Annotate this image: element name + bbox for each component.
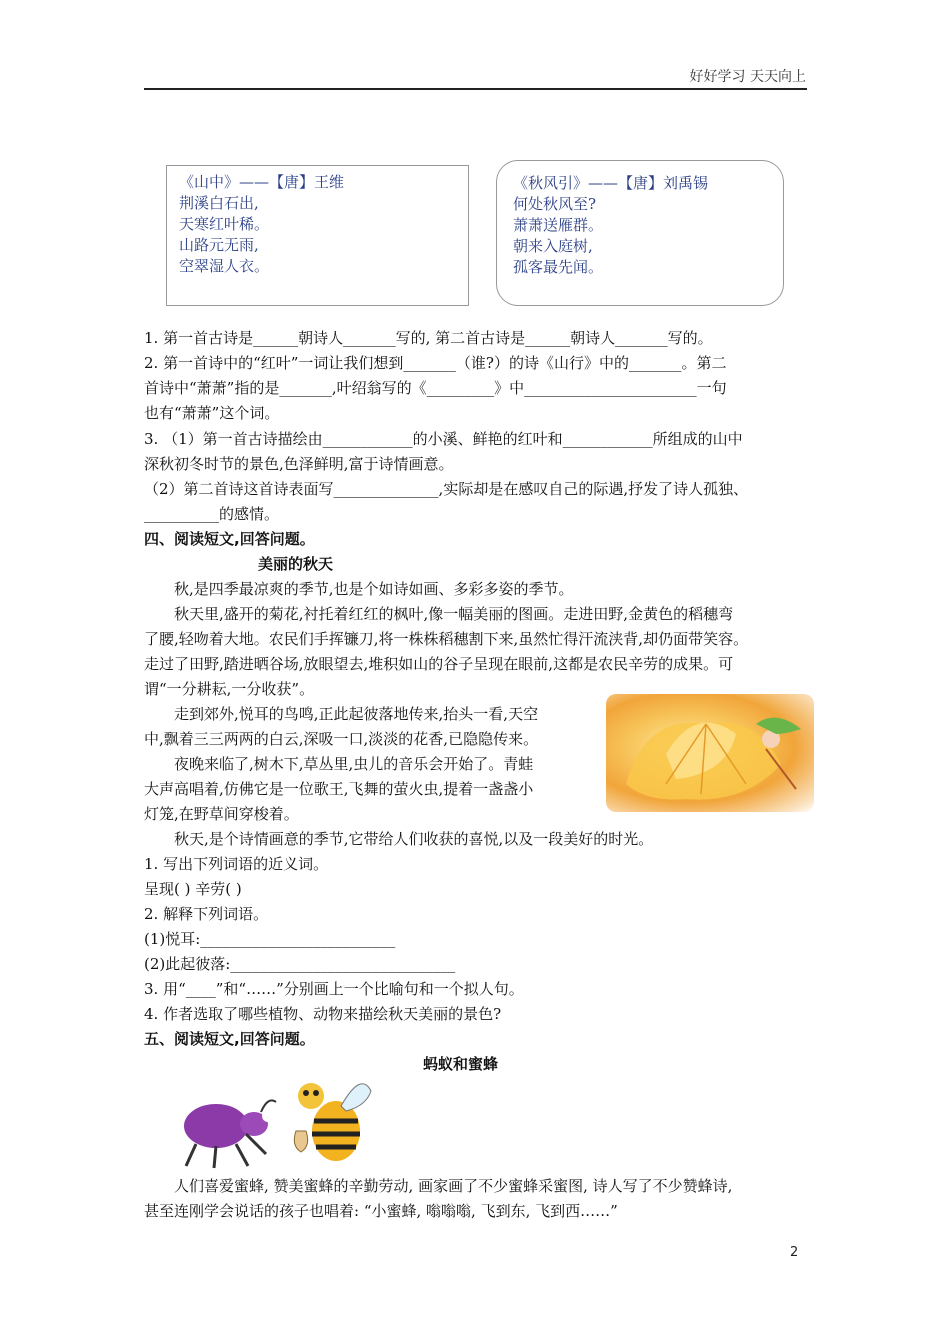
paragraph-line: 秋天,是个诗情画意的季节,它带给人们收获的喜悦,以及一段美好的时光。: [174, 830, 654, 848]
paragraph-line: 灯笼,在野草间穿梭着。: [144, 805, 299, 823]
question-line: 1. 第一首古诗是______朝诗人_______写的, 第二首古诗是______朝诗人_______写的。: [144, 329, 713, 347]
paragraph-line: 谓“一分耕耘,一分收获”。: [144, 680, 315, 698]
poem-line: 朝来入庭树,: [513, 237, 593, 255]
question-line: 4. 作者选取了哪些植物、动物来描绘秋天美丽的景色?: [144, 1005, 502, 1023]
question-line: 也有“萧萧”这个词。: [144, 404, 280, 422]
question-line: 首诗中“萧萧”指的是_______,叶绍翁写的《_________》中_______________________一句: [144, 379, 727, 397]
question-line: 1. 写出下列词语的近义词。: [144, 855, 329, 873]
paragraph-line: 大声高唱着,仿佛它是一位歌王,飞舞的萤火虫,提着一盏盏小: [144, 780, 534, 798]
section-heading: 四、阅读短文,回答问题。: [144, 530, 315, 548]
article-title: 蚂蚁和蜜蜂: [423, 1055, 499, 1073]
answer-blank-line: 呈现( ) 辛劳( ): [144, 880, 242, 898]
paragraph-line: 人们喜爱蜜蜂, 赞美蜜蜂的辛勤劳动, 画家画了不少蜜蜂采蜜图, 诗人写了不少赞蜂诗,: [174, 1177, 733, 1195]
paragraph-line: 中,飘着三三两两的白云,深吸一口,淡淡的花香,已隐隐传来。: [144, 730, 539, 748]
question-line: 3. 用“____”和“……”分别画上一个比喻句和一个拟人句。: [144, 980, 524, 998]
header-divider: [144, 88, 807, 90]
answer-blank-line: (1)悦耳:__________________________: [144, 930, 396, 948]
header-text: 好好学习 天天向上: [689, 69, 806, 85]
ant-and-bee-illustration: [176, 1076, 376, 1172]
question-line: __________的感情。: [144, 505, 280, 523]
section-heading: 五、阅读短文,回答问题。: [144, 1030, 315, 1048]
poem-line: 荆溪白石出,: [179, 194, 259, 212]
paragraph-line: 甚至连刚学会说话的孩子也唱着: “小蜜蜂, 嗡嗡嗡, 飞到东, 飞到西……”: [144, 1202, 618, 1220]
poem-line: 孤客最先闻。: [513, 258, 604, 276]
poem-line: 何处秋风至?: [513, 195, 597, 213]
paragraph-line: 走过了田野,踏进晒谷场,放眼望去,堆积如山的谷子呈现在眼前,这都是农民辛劳的成果。可: [144, 655, 734, 673]
paragraph-line: 秋天里,盛开的菊花,衬托着红红的枫叶,像一幅美丽的图画。走进田野,金黄色的稻穗弯: [174, 605, 734, 623]
poem-title: 《秋风引》——【唐】刘禹锡: [513, 174, 709, 192]
poem-box-qiufengyin: [496, 160, 784, 306]
question-line: （2）第二首诗这首诗表面写______________,实际却是在感叹自己的际遇,抒发了诗人孤独、: [144, 480, 749, 498]
poem-line: 空翠湿人衣。: [179, 257, 270, 275]
paragraph-line: 夜晚来临了,树木下,草丛里,虫儿的音乐会开始了。青蛙: [174, 755, 534, 773]
poem-title: 《山中》——【唐】王维: [179, 173, 345, 191]
paragraph-line: 走到郊外,悦耳的鸟鸣,正此起彼落地传来,抬头一看,天空: [174, 705, 539, 723]
poem-line: 萧萧送雁群。: [513, 216, 604, 234]
question-line: 2. 解释下列词语。: [144, 905, 269, 923]
answer-blank-line: (2)此起彼落:______________________________: [144, 955, 456, 973]
paragraph-line: 秋,是四季最凉爽的季节,也是个如诗如画、多彩多姿的季节。: [174, 580, 574, 598]
question-line: 深秋初冬时节的景色,色泽鲜明,富于诗情画意。: [144, 455, 454, 473]
ant-bee-cartoon-icon: [176, 1076, 376, 1172]
ginkgo-leaf-icon: [606, 694, 814, 812]
poem-line: 天寒红叶稀。: [179, 215, 270, 233]
paragraph-line: 了腰,轻吻着大地。农民们手挥镰刀,将一株株稻穗割下来,虽然忙得汗流浃背,却仍面带笑容。: [144, 630, 749, 648]
poem-line: 山路元无雨,: [179, 236, 259, 254]
question-line: 2. 第一首诗中的“红叶”一词让我们想到_______（谁?）的诗《山行》中的_______。第二: [144, 354, 727, 372]
autumn-leaf-fairy-illustration: [606, 694, 814, 812]
page-number: 2: [790, 1245, 799, 1260]
article-title: 美丽的秋天: [258, 555, 334, 573]
poem-box-shanzhong: [166, 165, 469, 306]
question-line: 3. （1）第一首古诗描绘由____________的小溪、鲜艳的红叶和____________所组成的山中: [144, 430, 743, 448]
